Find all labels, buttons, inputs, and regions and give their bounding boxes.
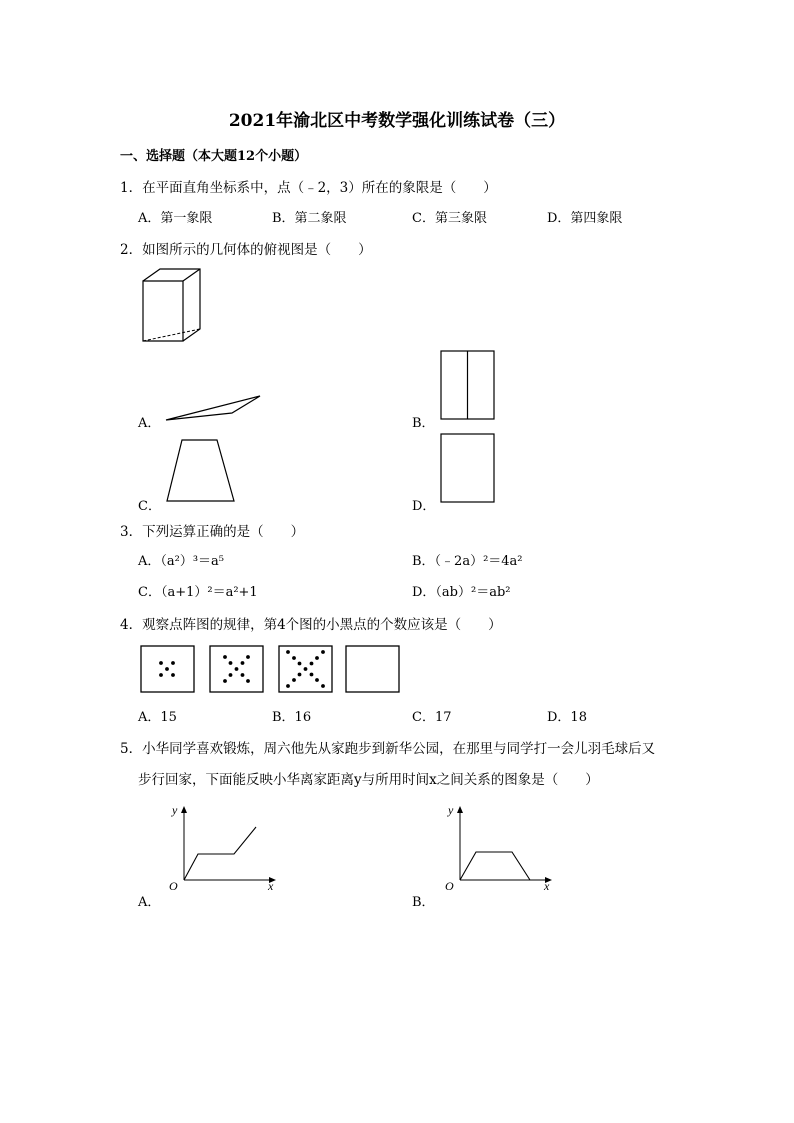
q2-option-a-figure	[162, 393, 267, 425]
q5-option-b[interactable]: B．	[412, 895, 435, 910]
question-4-stem: 4．观察点阵图的规律，第4个图的小黑点的个数应该是（ ）	[120, 617, 502, 633]
q1-option-a[interactable]: A．第一象限	[138, 211, 213, 226]
question-5-stem-line2: 步行回家，下面能反映小华离家距离y与所用时间x之间关系的图象是（ ）	[138, 772, 599, 788]
q2-solid-figure	[138, 266, 208, 346]
q4-option-c[interactable]: C．17	[412, 710, 452, 725]
q5-b-origin-label: O	[445, 879, 454, 893]
q2-option-b[interactable]: B．	[412, 416, 435, 431]
section-heading: 一、选择题（本大题12个小题）	[120, 149, 308, 164]
q5-option-b-graph	[436, 800, 566, 895]
q1-option-d[interactable]: D．第四象限	[547, 211, 623, 226]
q1-option-c[interactable]: C．第三象限	[412, 211, 487, 226]
q4-option-a[interactable]: A．15	[138, 710, 177, 725]
q5-option-a-graph	[160, 800, 290, 895]
q3-option-c[interactable]: C．（a+1）²＝a²+1	[138, 585, 258, 600]
question-5-stem-line1: 5．小华同学喜欢锻炼，周六他先从家跑步到新华公园，在那里与同学打一会儿羽毛球后又	[120, 741, 656, 757]
q4-dot-patterns	[140, 645, 402, 695]
q5-option-a[interactable]: A．	[138, 895, 161, 910]
q5-a-y-label: y	[172, 803, 178, 817]
q5-a-origin-label: O	[169, 879, 178, 893]
question-3-stem: 3．下列运算正确的是（ ）	[120, 524, 305, 540]
q2-option-d-figure	[440, 433, 498, 505]
q3-option-a[interactable]: A．（a²）³＝a⁵	[138, 554, 225, 569]
q4-option-b[interactable]: B．16	[272, 710, 312, 725]
q1-option-b[interactable]: B．第二象限	[272, 211, 347, 226]
q5-b-x-label: x	[544, 879, 550, 893]
paper-title: 2021年渝北区中考数学强化训练试卷（三）	[228, 111, 566, 131]
question-1-stem: 1．在平面直角坐标系中，点（﹣2，3）所在的象限是（ ）	[120, 180, 497, 196]
q2-option-c[interactable]: C．	[138, 499, 161, 514]
q3-option-b[interactable]: B．（﹣2a）²＝4a²	[412, 554, 523, 569]
q3-option-d[interactable]: D．（ab）²＝ab²	[412, 585, 511, 600]
q2-option-d[interactable]: D．	[412, 499, 436, 514]
q5-b-y-label: y	[448, 803, 454, 817]
question-2-stem: 2．如图所示的几何体的俯视图是（ ）	[120, 242, 372, 258]
q2-option-b-figure	[440, 350, 498, 422]
q2-option-c-figure	[165, 438, 240, 506]
q5-a-x-label: x	[268, 879, 274, 893]
q4-option-d[interactable]: D．18	[547, 710, 587, 725]
q2-option-a[interactable]: A．	[138, 416, 161, 431]
